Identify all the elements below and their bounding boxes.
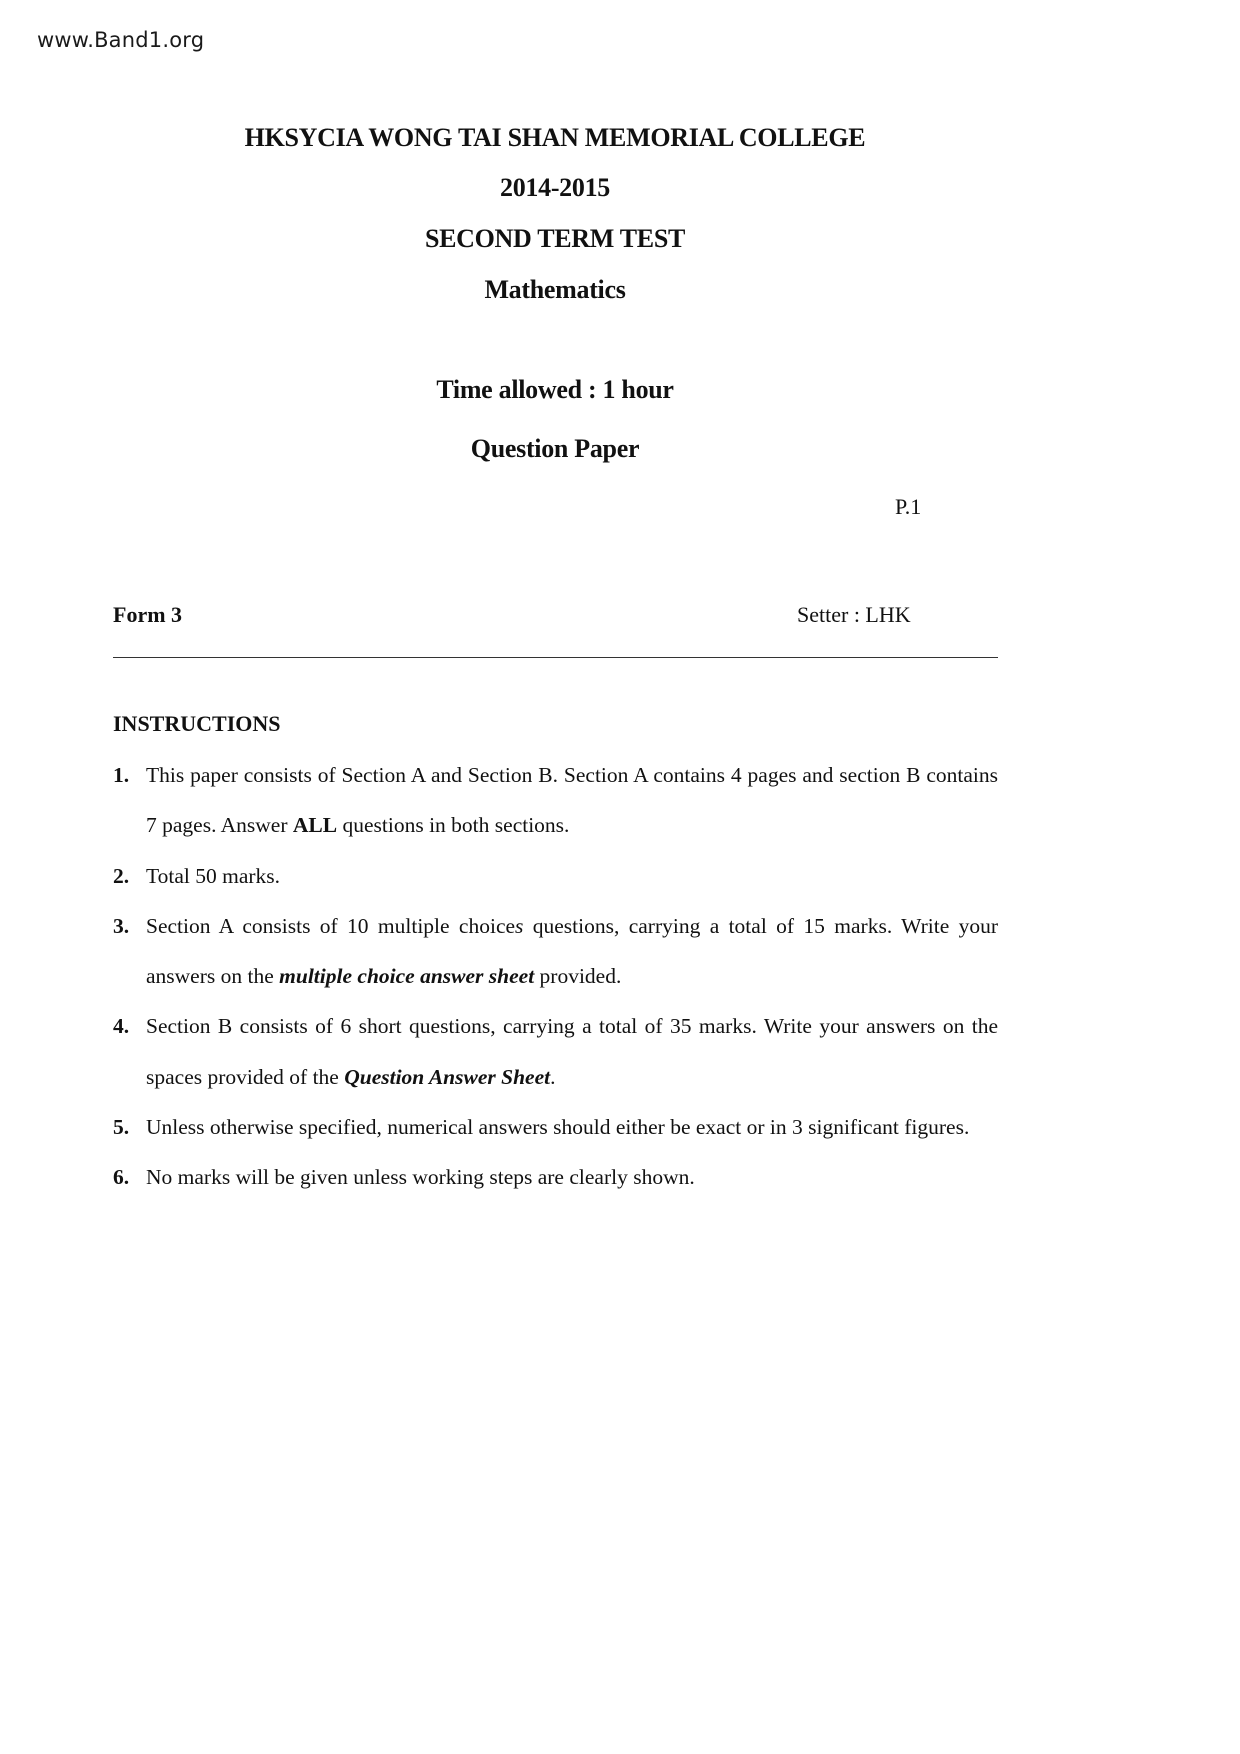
instruction-text	[146, 914, 998, 988]
italic-letter: s	[515, 913, 524, 938]
instruction-text	[146, 1014, 998, 1088]
time-allowed: Time allowed : 1 hour	[436, 375, 674, 404]
emphasis-all: ALL	[292, 813, 338, 838]
school-name: HKSYCIA WONG TAI SHAN MEMORIAL COLLEGE	[244, 123, 866, 152]
instruction-number: 1.	[113, 763, 130, 787]
instruction-number: 6.	[113, 1165, 130, 1190]
instruction-text-part: Section A consists of 10 multiple choice	[146, 913, 516, 938]
instruction-text-part: Unless otherwise specified, numerical answers should either be exact or in 3 significant figures.	[146, 1115, 970, 1140]
instruction-number: 5.	[113, 1115, 130, 1140]
header-divider	[113, 657, 998, 658]
site-url-watermark: www.Band1.org	[37, 28, 205, 52]
emphasis-mc-answer-sheet: multiple choice answer sheet	[279, 964, 535, 989]
instruction-text-part: No marks will be given unless working steps are clearly shown.	[146, 1165, 695, 1190]
instruction-text	[146, 864, 280, 888]
instruction-text-part: This paper consists of Section A and Section B. Section A contains 4 pages and section B contains 7 pages. Answer	[146, 763, 998, 838]
instruction-number: 3.	[113, 913, 130, 938]
instruction-text-part: Section B consists of 6 short questions, carrying a total of 35 marks. Write your answers on the spaces provided of the	[146, 1014, 998, 1089]
instruction-text-part: Total 50 marks.	[146, 863, 281, 888]
instruction-text-part: questions, carrying a total of 15 marks. Write your answers on the	[146, 913, 998, 989]
academic-year: 2014-2015	[500, 173, 610, 202]
paper-type: Question Paper	[470, 434, 640, 463]
instruction-text	[146, 763, 998, 837]
instruction-text-part: questions in both sections.	[337, 813, 570, 838]
instruction-text-part: .	[550, 1064, 556, 1089]
instruction-item-1	[113, 750, 998, 851]
instruction-number: 4.	[113, 1014, 130, 1039]
instruction-number: 2.	[113, 863, 130, 888]
instruction-text	[146, 1165, 695, 1189]
instruction-item-6	[113, 1152, 998, 1202]
form-label: Form 3	[113, 602, 183, 627]
instruction-text	[146, 1115, 969, 1139]
subject-title: Mathematics	[484, 275, 626, 304]
page-number: P.1	[895, 494, 922, 519]
test-title: SECOND TERM TEST	[424, 224, 686, 253]
instruction-item-4	[113, 1001, 998, 1102]
setter-label: Setter : LHK	[797, 602, 911, 627]
instructions-list	[113, 750, 998, 1203]
instructions-heading: INSTRUCTIONS	[113, 711, 281, 736]
instruction-item-2	[113, 851, 998, 901]
instruction-text-part: provided.	[534, 964, 622, 989]
emphasis-question-answer-sheet: Question Answer Sheet	[344, 1064, 551, 1089]
instruction-item-5	[113, 1102, 998, 1152]
instruction-item-3	[113, 901, 998, 1002]
